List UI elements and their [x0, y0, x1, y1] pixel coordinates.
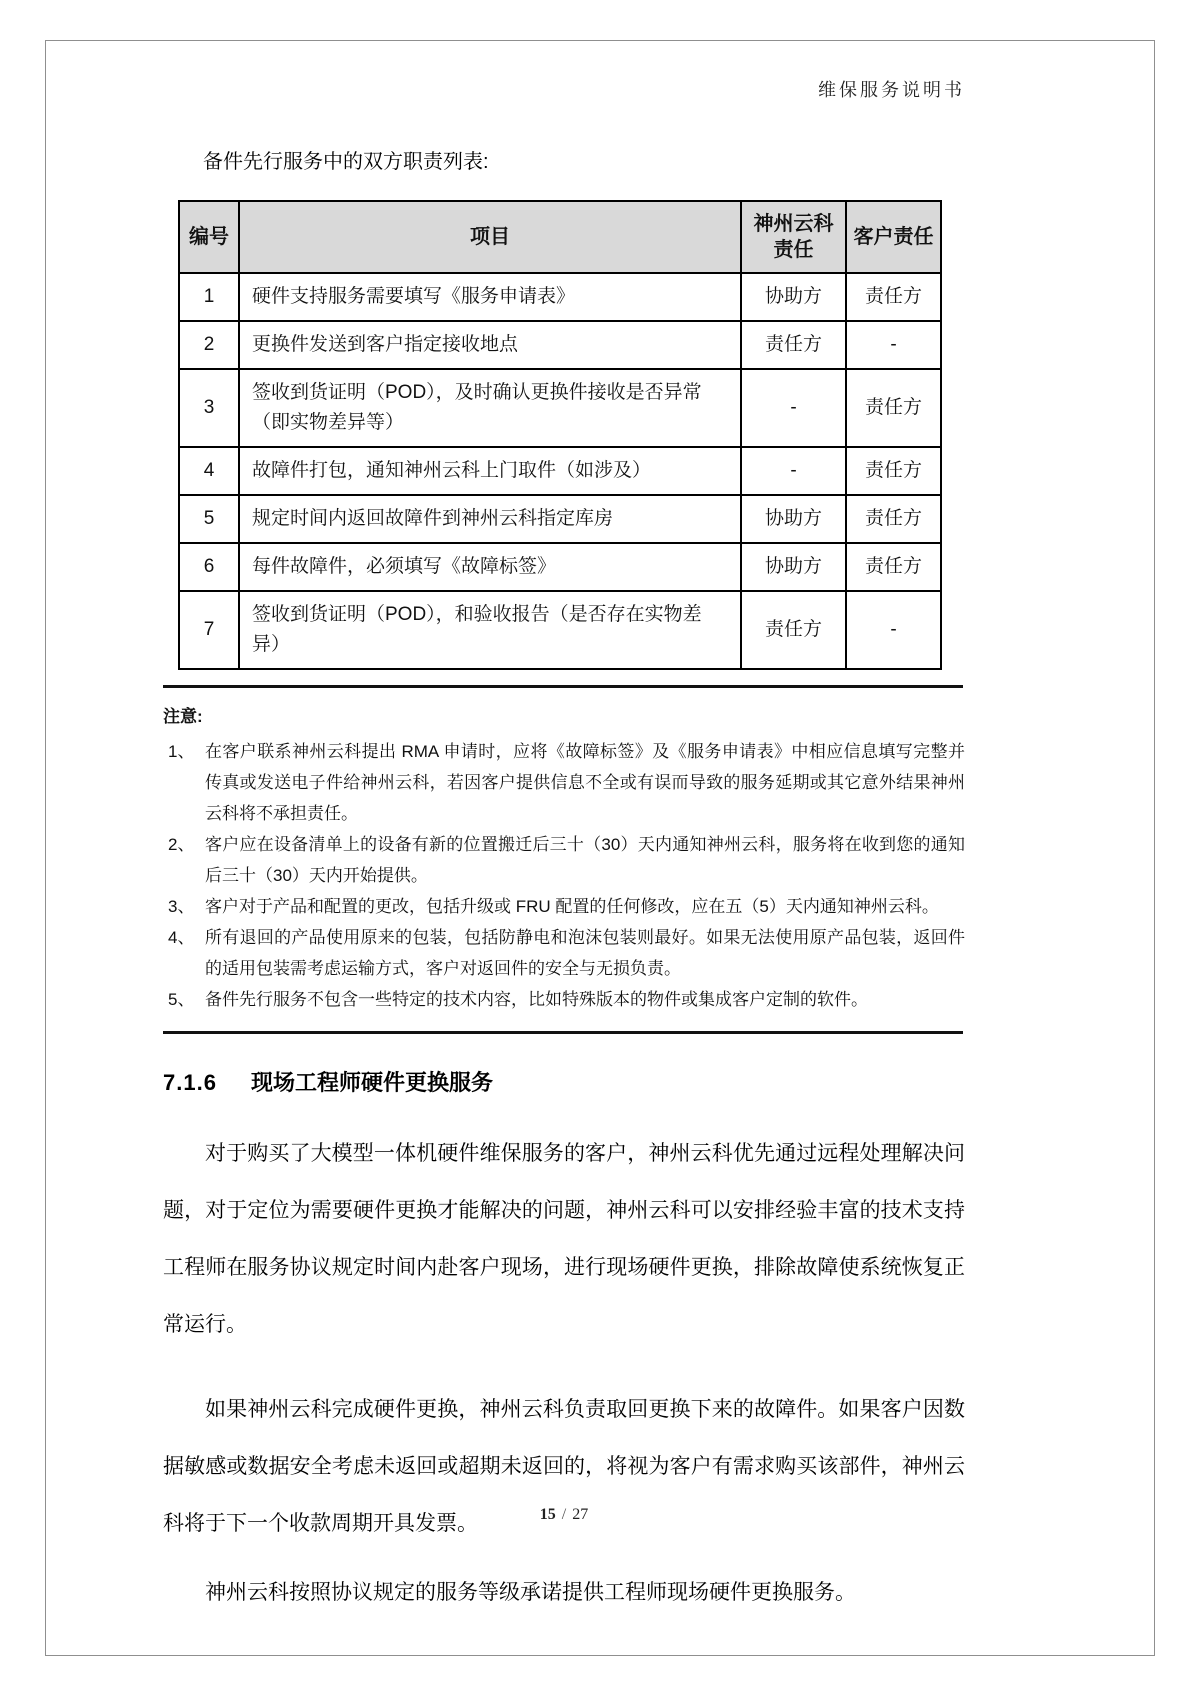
column-header-customer-responsibility: 客户责任	[846, 201, 941, 273]
horizontal-rule-bottom	[163, 1031, 963, 1034]
note-text: 客户对于产品和配置的更改，包括升级或 FRU 配置的任何修改，应在五（5）天内通知神州云科。	[205, 897, 939, 916]
row-vendor-role: 协助方	[741, 273, 846, 321]
note-text: 所有退回的产品使用原来的包装，包括防静电和泡沫包装则最好。如果无法使用原产品包装，返回件的适用包装需考虑运输方式，客户对返回件的安全与无损负责。	[205, 928, 965, 978]
section-title: 现场工程师硬件更换服务	[250, 1070, 493, 1095]
row-vendor-role: -	[741, 447, 846, 495]
row-customer-role: -	[846, 321, 941, 369]
row-item: 硬件支持服务需要填写《服务申请表》	[239, 273, 741, 321]
table-row	[179, 273, 941, 321]
notes-label: 注意:	[163, 707, 203, 726]
table-row	[179, 591, 941, 669]
row-vendor-role: 责任方	[741, 321, 846, 369]
table-row	[179, 543, 941, 591]
row-number: 7	[179, 591, 239, 669]
page-content	[163, 0, 965, 1621]
row-customer-role: -	[846, 591, 941, 669]
table-row	[179, 369, 941, 447]
list-item	[163, 736, 965, 829]
row-item: 签收到货证明（POD），和验收报告（是否存在实物差异）	[239, 591, 741, 669]
section-number: 7.1.6	[163, 1070, 217, 1095]
note-text: 备件先行服务不包含一些特定的技术内容，比如特殊版本的物件或集成客户定制的软件。	[205, 990, 868, 1009]
table-intro-text: 备件先行服务中的双方职责列表:	[203, 151, 489, 173]
row-vendor-role: 协助方	[741, 495, 846, 543]
row-number: 2	[179, 321, 239, 369]
row-vendor-role: -	[741, 369, 846, 447]
column-header-vendor-responsibility: 神州云科责任	[741, 201, 846, 273]
row-vendor-role: 协助方	[741, 543, 846, 591]
body-paragraph: 如果神州云科完成硬件更换，神州云科负责取回更换下来的故障件。如果客户因数据敏感或数据安全考虑未返回或超期未返回的，将视为客户有需求购买该部件，神州云科将于下一个收款周期开具发票。	[163, 1398, 965, 1535]
row-customer-role: 责任方	[846, 543, 941, 591]
row-item: 故障件打包，通知神州云科上门取件（如涉及）	[239, 447, 741, 495]
table-header-row	[179, 201, 941, 273]
section-heading	[163, 1066, 965, 1097]
row-customer-role: 责任方	[846, 495, 941, 543]
page-number: 15	[539, 1506, 556, 1523]
row-number: 5	[179, 495, 239, 543]
note-text: 在客户联系神州云科提出 RMA 申请时，应将《故障标签》及《服务申请表》中相应信息填写完整并传真或发送电子件给神州云科，若因客户提供信息不全或有误而导致的服务延期或其它意外结果神州云科将不承担责任。	[205, 742, 965, 823]
body-paragraph: 神州云科按照协议规定的服务等级承诺提供工程师现场硬件更换服务。	[205, 1581, 856, 1604]
table-row	[179, 495, 941, 543]
list-item	[163, 891, 965, 922]
note-number: 4、	[168, 928, 195, 947]
row-customer-role: 责任方	[846, 273, 941, 321]
row-item: 更换件发送到客户指定接收地点	[239, 321, 741, 369]
page-number-separator: /	[561, 1506, 567, 1523]
table-row	[179, 321, 941, 369]
row-number: 1	[179, 273, 239, 321]
responsibility-table	[178, 200, 942, 670]
row-item: 规定时间内返回故障件到神州云科指定库房	[239, 495, 741, 543]
notes-list	[163, 736, 965, 1015]
row-number: 3	[179, 369, 239, 447]
row-item: 每件故障件，必须填写《故障标签》	[239, 543, 741, 591]
note-number: 1、	[168, 742, 195, 761]
note-number: 2、	[168, 835, 195, 854]
note-number: 3、	[168, 897, 195, 916]
document-header-title: 维保服务说明书	[818, 80, 965, 100]
row-vendor-role: 责任方	[741, 591, 846, 669]
list-item	[163, 984, 965, 1015]
row-customer-role: 责任方	[846, 447, 941, 495]
horizontal-rule-top	[163, 685, 963, 688]
row-number: 4	[179, 447, 239, 495]
row-customer-role: 责任方	[846, 369, 941, 447]
note-text: 客户应在设备清单上的设备有新的位置搬迁后三十（30）天内通知神州云科，服务将在收到您的通知后三十（30）天内开始提供。	[205, 835, 965, 885]
column-header-number: 编号	[179, 201, 239, 273]
table-row	[179, 447, 941, 495]
column-header-item: 项目	[239, 201, 741, 273]
note-number: 5、	[168, 990, 195, 1009]
list-item	[163, 922, 965, 984]
row-number: 6	[179, 543, 239, 591]
total-pages: 27	[572, 1506, 589, 1523]
page-footer	[163, 1506, 965, 1524]
list-item	[163, 829, 965, 891]
body-paragraph: 对于购买了大模型一体机硬件维保服务的客户，神州云科优先通过远程处理解决问题，对于定位为需要硬件更换才能解决的问题，神州云科可以安排经验丰富的技术支持工程师在服务协议规定时间内赴客户现场，进行现场硬件更换，排除故障使系统恢复正常运行。	[163, 1142, 965, 1336]
row-item: 签收到货证明（POD），及时确认更换件接收是否异常（即实物差异等）	[239, 369, 741, 447]
